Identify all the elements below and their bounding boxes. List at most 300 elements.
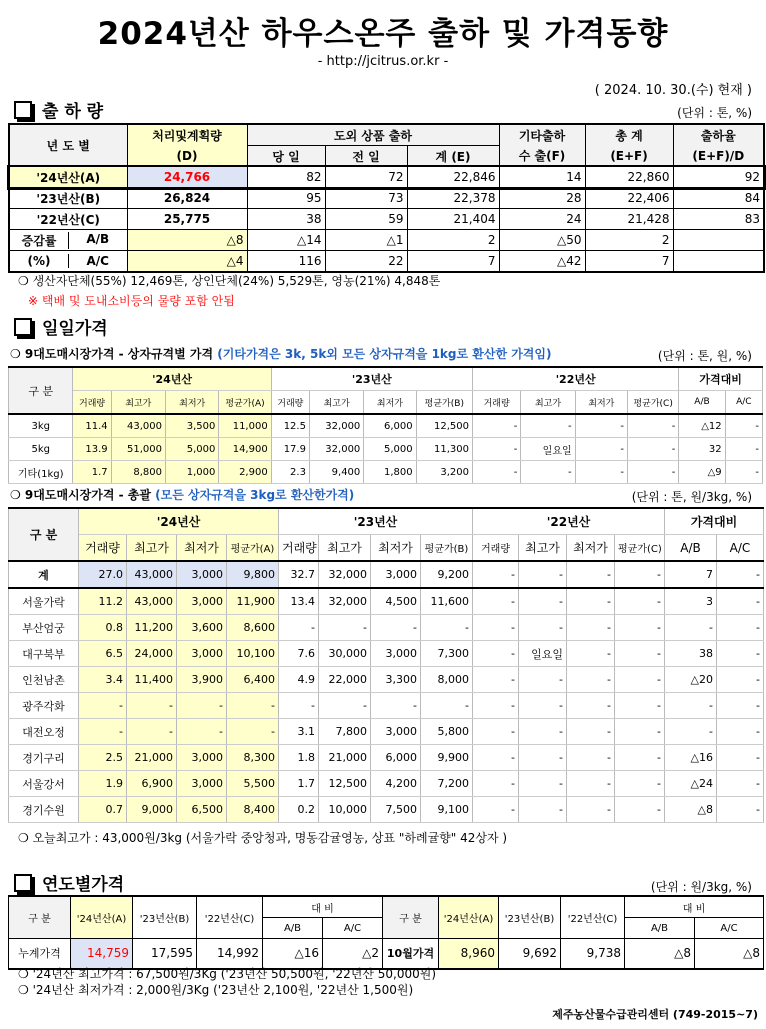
col-a-min: 최저가 [177,535,227,562]
table-cell: - [127,719,177,745]
table-cell: - [615,561,665,588]
row-label: 경기구리 [9,745,79,771]
table-row [9,230,764,251]
col-ac: A/C [725,391,762,415]
row-label: '24년산(A) [9,167,127,188]
table-cell: 2.3 [271,461,309,484]
table-cell: 5,000 [364,438,416,461]
row-label: 기타(1kg) [9,461,73,484]
table-cell: - [519,771,567,797]
hdr-sum: 총 계 [585,124,673,146]
cell-export: 14 [499,167,585,188]
table-cell: - [79,693,127,719]
row-label-change [9,230,127,251]
col-a-max: 최고가 [127,535,177,562]
table-cell: - [521,414,575,438]
table-cell: - [628,438,679,461]
row-label: 3kg [9,414,73,438]
table-cell: - [567,745,615,771]
cell-sum: 21,428 [585,209,673,230]
row-label: 계 [9,561,79,588]
checkbox-square-icon [14,874,32,892]
daily-sub2-note: (모든 상자규격을 3kg로 환산한가격) [155,488,355,502]
table-cell: 11,300 [416,438,472,461]
table-cell: - [717,641,764,667]
checkbox-square-icon [14,318,32,336]
cum-c: 14,992 [197,939,263,969]
cell-total: 7 [407,251,499,273]
cum-a: 14,759 [71,939,133,969]
report-date: ( 2024. 10. 30.(수) 현재 ) [594,83,752,98]
table-row [9,667,764,693]
hdr-today: 당 일 [247,146,325,167]
table-row [9,615,764,641]
cell-total: 22,846 [407,167,499,188]
table-cell: 43,000 [127,588,177,615]
table-cell: △20 [665,667,717,693]
table-cell: 3,200 [416,461,472,484]
table-cell: 12,500 [319,771,371,797]
cell-sum: 22,406 [585,188,673,209]
col-a: '24년산(A) [71,896,133,939]
col-a-vol: 거래량 [73,391,111,415]
table-cell: - [421,615,473,641]
table-cell: - [567,667,615,693]
table-cell: - [567,641,615,667]
col-c-max: 최고가 [519,535,567,562]
hdr-other: 기타출하 [499,124,585,146]
table-cell: 13.4 [279,588,319,615]
shipment-note-1: ❍ 생산자단체(55%) 12,469톤, 상인단체(24%) 5,529톤, 영농(21%) 4,848톤 [18,274,441,288]
cell-total: 21,404 [407,209,499,230]
table-cell: 30,000 [319,641,371,667]
row-label: 광주각화 [9,693,79,719]
table-cell: 7,500 [371,797,421,823]
checkbox-square-icon [14,101,32,119]
table-cell: 5,800 [421,719,473,745]
col-ac: A/C [323,918,383,939]
table-cell: 9,000 [127,797,177,823]
year-c: '22년산 [473,367,679,391]
table-cell: 38 [665,641,717,667]
table-cell: △8 [665,797,717,823]
change-ab: A/B [86,231,110,246]
shipment-heading-text: 출 하 량 [42,102,104,122]
table-cell: 3.1 [279,719,319,745]
table-cell: - [717,667,764,693]
table-cell: 10,100 [227,641,279,667]
table-cell: - [567,771,615,797]
table-cell: 27.0 [79,561,127,588]
table-cell: 12.5 [271,414,309,438]
table-row [9,797,764,823]
row-label: 인천남촌 [9,667,79,693]
cell-today: 38 [247,209,325,230]
table-cell: 11,400 [127,667,177,693]
cell-sum: 2 [585,230,673,251]
table-row [9,693,764,719]
table-cell: - [615,588,665,615]
col-ac-2: A/C [695,918,764,939]
table-cell: - [371,615,421,641]
table-row [9,414,763,438]
table-cell: 3,000 [177,745,227,771]
cell-export: 28 [499,188,585,209]
table-cell: - [665,693,717,719]
cell-export: △42 [499,251,585,273]
cell-processed: 25,775 [127,209,247,230]
col-ab: A/B [665,535,717,562]
compare: 대 비 [263,896,383,918]
table-row [9,641,764,667]
col-c-2: '22년산(C) [561,896,625,939]
table-cell: 8,400 [227,797,279,823]
table-cell: - [575,414,627,438]
cum-b: 17,595 [133,939,197,969]
table-cell: 12,500 [416,414,472,438]
table-cell: 3,000 [371,719,421,745]
oct-a: 8,960 [439,939,499,969]
yearly-heading-text: 연도별가격 [42,875,125,895]
table-cell: 8,000 [421,667,473,693]
table-cell: - [567,719,615,745]
yearly-table [8,895,764,970]
table-cell: - [615,667,665,693]
table-cell: - [615,693,665,719]
table-cell: 4,500 [371,588,421,615]
year-a: '24년산 [73,367,271,391]
table-cell: 32.7 [279,561,319,588]
table-cell: - [628,461,679,484]
table-cell: - [567,588,615,615]
table-row [9,251,764,273]
table-cell: 1,800 [364,461,416,484]
daily-unit1: (단위 : 톤, 원, %) [657,349,752,363]
row-label: 경기수원 [9,797,79,823]
table-row [9,167,764,188]
table-cell: 21,000 [127,745,177,771]
table-cell: 32,000 [309,414,363,438]
table-cell: - [575,438,627,461]
table-cell: 9,800 [227,561,279,588]
table-cell: - [615,719,665,745]
yearly-heading [14,870,124,895]
table-cell: 1.9 [79,771,127,797]
table-row [9,745,764,771]
table-cell: - [615,641,665,667]
table-cell: - [519,719,567,745]
cell-sum: 7 [585,251,673,273]
col-c-max: 최고가 [521,391,575,415]
row-label: 서울강서 [9,771,79,797]
table-cell: - [615,745,665,771]
table-cell: - [519,693,567,719]
table-cell: - [319,615,371,641]
row-label: 서울가락 [9,588,79,615]
table-cell: - [421,693,473,719]
table-cell: 11,000 [219,414,271,438]
table-cell: 3,900 [177,667,227,693]
col-a-2: '24년산(A) [439,896,499,939]
daily-sub1-note: (기타가격은 3k, 5k외 모든 상자규격을 1kg로 환산한 가격임) [217,347,552,361]
cell-rate: 92 [673,167,764,188]
year-b: '23년산 [279,508,473,535]
yearly-note-1: ❍ '24년산 최고가격 : 67,500원/3Kg ('23년산 50,500원, '22년산 50,000원) [18,967,437,981]
cell-total: 22,378 [407,188,499,209]
table-cell: 0.7 [79,797,127,823]
table-cell: - [473,438,521,461]
cell-rate: 84 [673,188,764,209]
yearly-note-2: ❍ '24년산 최저가격 : 2,000원/3Kg ('23년산 2,100원, '22년산 1,500원) [18,983,414,997]
table-cell: 1.8 [279,745,319,771]
cum-label: 누계가격 [9,939,71,969]
table-cell: - [519,797,567,823]
table-cell: 3,600 [177,615,227,641]
col-group: 구 분 [9,508,79,561]
table-cell: 9,200 [421,561,473,588]
table-cell: - [725,461,762,484]
pct-label: (%) [10,254,69,268]
col-group: 구 분 [9,367,73,414]
table-cell: 21,000 [319,745,371,771]
table-cell: - [473,797,519,823]
row-label-change [9,251,127,273]
table-cell: 3 [665,588,717,615]
row-label: '22년산(C) [9,209,127,230]
page-title: 2024년산 하우스온주 출하 및 가격동향 [97,16,669,52]
table-cell: 7 [665,561,717,588]
table-cell: 1.7 [73,461,111,484]
col-b-2: '23년산(B) [499,896,561,939]
table-cell: - [319,693,371,719]
table-cell: 11,200 [127,615,177,641]
cell-today: △14 [247,230,325,251]
col-b-avg: 평균가(B) [416,391,472,415]
table-cell: 24,000 [127,641,177,667]
table-cell: - [717,745,764,771]
col-b-min: 최저가 [371,535,421,562]
table-cell: - [717,797,764,823]
table-cell: 3,500 [166,414,219,438]
hdr-export: 수 출(F) [499,146,585,167]
table-cell: 17.9 [271,438,309,461]
table-cell: 6,000 [371,745,421,771]
table-cell: - [519,615,567,641]
compare-2: 대 비 [625,896,764,918]
table-cell: 3,000 [371,641,421,667]
table-row [9,719,764,745]
table-cell: 7,800 [319,719,371,745]
table-cell: 3,000 [371,561,421,588]
table-cell: - [473,461,521,484]
daily-note: ❍ 오늘최고가 : 43,000원/3kg (서울가락 중앙청과, 명동감귤영농, 상표 "하례귤향" 42상자 ) [18,831,508,845]
cell-processed: 26,824 [127,188,247,209]
col-c: '22년산(C) [197,896,263,939]
table-cell: - [717,719,764,745]
col-b-vol: 거래량 [271,391,309,415]
table-cell: 6.5 [79,641,127,667]
table-cell: 11.2 [79,588,127,615]
table-cell: 1.7 [279,771,319,797]
table-cell: 7.6 [279,641,319,667]
table-cell: - [473,615,519,641]
hdr-year: 년 도 별 [9,124,127,167]
col-b-min: 최저가 [364,391,416,415]
shipment-heading [14,97,103,122]
hdr-rate: 출하율 [673,124,764,146]
table-cell: 9,400 [309,461,363,484]
table-cell: 2,900 [219,461,271,484]
col-a-max: 최고가 [111,391,165,415]
table-row [9,771,764,797]
table-cell: - [665,719,717,745]
table-cell: - [473,414,521,438]
table-cell: △12 [679,414,725,438]
table-cell: 일요일 [519,641,567,667]
table-cell: - [371,693,421,719]
cell-processed: △4 [127,251,247,273]
table-cell: - [473,693,519,719]
table-cell: 7,300 [421,641,473,667]
table-cell: - [717,615,764,641]
table-row [9,438,763,461]
table-cell: 8,600 [227,615,279,641]
table-cell: 10,000 [319,797,371,823]
table-cell: - [519,588,567,615]
col-c-avg: 평균가(C) [615,535,665,562]
shipment-note-2: ※ 택배 및 도내소비등의 물량 포함 안됨 [28,294,235,308]
hdr-processed: 처리및계획량 [127,124,247,146]
change-label: 증감률 [10,232,69,249]
table-cell: - [725,438,762,461]
table-cell: △24 [665,771,717,797]
table-cell: 6,400 [227,667,279,693]
table-cell: 32,000 [319,561,371,588]
col-b-vol: 거래량 [279,535,319,562]
row-label: 5kg [9,438,73,461]
table-cell: 51,000 [111,438,165,461]
row-label: 부산엄궁 [9,615,79,641]
table-cell: - [575,461,627,484]
table-cell: - [717,771,764,797]
table-row [9,939,764,969]
site-url[interactable]: - http://jcitrus.or.kr - [317,54,449,69]
table-cell: - [177,719,227,745]
row-label: 대전오정 [9,719,79,745]
col-group-2: 구 분 [383,896,439,939]
oct-c: 9,738 [561,939,625,969]
cell-rate: 83 [673,209,764,230]
table-cell: 9,100 [421,797,473,823]
table-cell: - [279,693,319,719]
table-cell: - [227,719,279,745]
table-cell: - [567,797,615,823]
table-cell: 8,800 [111,461,165,484]
daily-sub2 [10,486,354,503]
table-row [9,588,764,615]
compare: 가격대비 [665,508,764,535]
change-ac: A/C [86,254,109,268]
table-row [9,188,764,209]
table-cell: 0.8 [79,615,127,641]
table-cell: 6,500 [177,797,227,823]
cell-prev: 59 [325,209,407,230]
hdr-prev: 전 일 [325,146,407,167]
table-cell: - [279,615,319,641]
table-cell: 5,500 [227,771,279,797]
market-price-table [8,507,764,823]
table-cell: - [473,667,519,693]
table-row [9,561,764,588]
table-cell: - [127,693,177,719]
table-cell: - [567,561,615,588]
table-cell: 32,000 [309,438,363,461]
table-cell: - [519,745,567,771]
daily-heading-text: 일일가격 [42,319,108,339]
table-cell: 3.4 [79,667,127,693]
cell-sum: 22,860 [585,167,673,188]
col-c-vol: 거래량 [473,391,521,415]
yearly-unit: (단위 : 원/3kg, %) [650,880,752,894]
col-c-vol: 거래량 [473,535,519,562]
cell-today: 82 [247,167,325,188]
table-cell: - [473,745,519,771]
year-a: '24년산 [79,508,279,535]
cum-ab: △16 [263,939,323,969]
table-cell: 9,900 [421,745,473,771]
size-price-table [8,366,763,484]
hdr-processed-sub: (D) [127,146,247,167]
cell-prev: 22 [325,251,407,273]
col-ab: A/B [679,391,725,415]
table-cell: 3,300 [371,667,421,693]
col-group: 구 분 [9,896,71,939]
shipment-unit: (단위 : 톤, %) [677,106,752,120]
table-cell: - [615,615,665,641]
table-cell: - [519,561,567,588]
table-cell: - [717,588,764,615]
table-cell: 3,000 [177,641,227,667]
table-cell: - [567,615,615,641]
cell-processed: 24,766 [127,167,247,188]
oct-ab: △8 [625,939,695,969]
hdr-sum-sub: (E+F) [585,146,673,167]
cell-prev: 72 [325,167,407,188]
table-cell: 22,000 [319,667,371,693]
cell-processed: △8 [127,230,247,251]
table-cell: - [473,561,519,588]
table-cell: 13.9 [73,438,111,461]
table-cell: 32,000 [319,588,371,615]
oct-ac: △8 [695,939,764,969]
table-cell: - [473,588,519,615]
table-cell: 1,000 [166,461,219,484]
cum-ac: △2 [323,939,383,969]
year-c: '22년산 [473,508,665,535]
col-c-min: 최저가 [567,535,615,562]
table-cell: 5,000 [166,438,219,461]
table-cell: - [628,414,679,438]
table-cell: 6,900 [127,771,177,797]
table-cell: - [717,693,764,719]
table-cell: 3,000 [177,771,227,797]
table-cell: 11,900 [227,588,279,615]
col-ac: A/C [717,535,764,562]
cell-prev: 73 [325,188,407,209]
table-cell: 11.4 [73,414,111,438]
cell-rate [673,230,764,251]
col-ab-2: A/B [625,918,695,939]
